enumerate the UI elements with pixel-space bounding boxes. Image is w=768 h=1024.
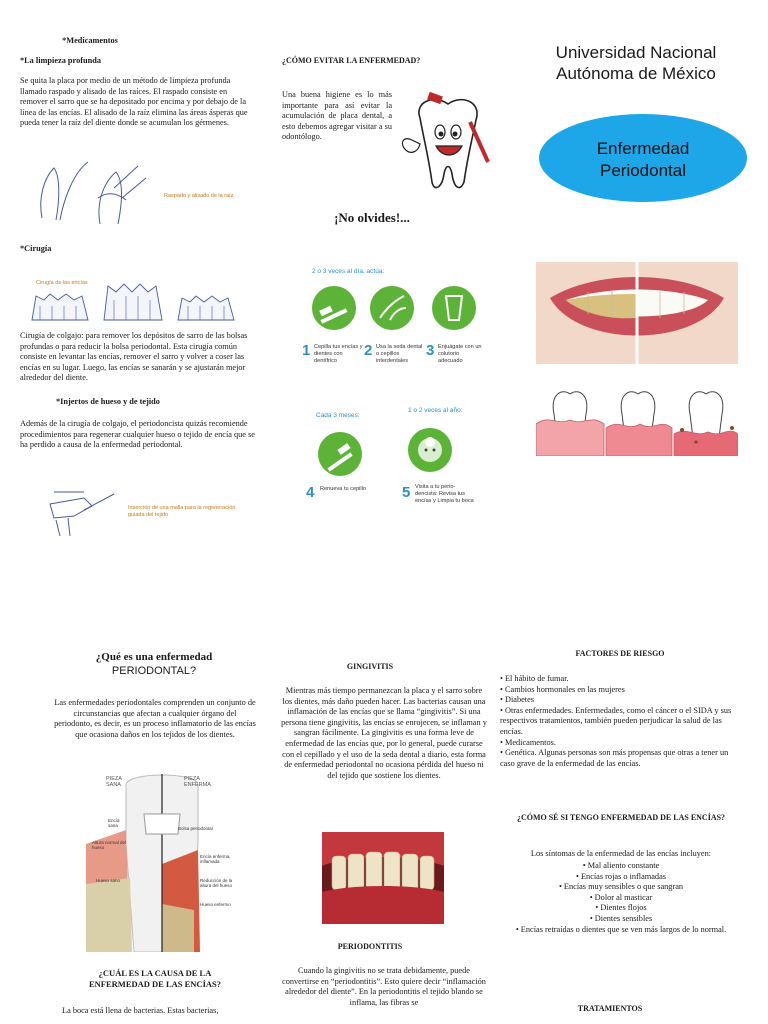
list-item: • Genética. Algunas personas son más propensas que otras a tener un caso grave de la enfermedad de las encías. (500, 748, 729, 768)
cover-title: Enfermedad Periodontal (596, 139, 690, 180)
yearly-label: 1 o 2 veces al año: (408, 407, 463, 414)
que-es-heading-line1: ¿Qué es una enfermedad (95, 651, 213, 663)
gingivitis-title: GINGIVITIS (346, 662, 394, 671)
gingivitis-photo (322, 832, 444, 924)
smile-photo (536, 262, 738, 364)
tratamientos-title: TRATAMIENTOS (577, 1004, 643, 1013)
step-4-number: 4 (306, 484, 315, 501)
label-encia-enferma: Encía enferma, inflamada (200, 854, 231, 864)
floss-icon (370, 286, 414, 330)
step-5-text: Visita a tu perio-dencista: Revisa tus encías y Limpia tu boca (415, 484, 474, 504)
cirugia-caption: Cirugía de las encías (36, 280, 88, 286)
risk-list (500, 674, 736, 769)
malla-caption: Inserción de una malla para la regeneración guiada del tejido (128, 505, 236, 518)
step-2-text: Usa la seda dental o cepillos interdentales (376, 344, 423, 364)
list-item: • Dientes flojos (595, 903, 647, 913)
causa-title: ¿CUÁL ES LA CAUSA DE LA ENFERMEDAD DE LAS ENCÍAS? (88, 968, 221, 989)
causa-text: La boca está llena de bacterias. Estas bacterias, (62, 1006, 219, 1015)
label-bolsa-periodontal: Bolsa periodontal (178, 826, 213, 831)
hygiene-infographic (302, 262, 482, 512)
injertos-text: Además de la cirugía de colgajo, el periodoncista quizás recomiende procedimientos para regenerar cualquier hueso o tejido de encía que se ha perdido a causa de la enfermedad periodontal. (20, 419, 255, 450)
step-3-number: 3 (426, 342, 435, 359)
symptoms-list (506, 861, 736, 935)
label-altura-hueso: Altura normal del hueso (92, 840, 127, 850)
que-es-text: Las enfermedades periodontales comprenden un conjunto de circunstancias que afectan a cualquier órgano del periodonto, es decir, es un proceso inflamatorio de las encías que ocasiona daños en los tejidos de los dientes. (54, 698, 256, 739)
dentist-icon (408, 428, 452, 472)
gum-stages-illustration (536, 384, 738, 456)
list-item: • Dolor al masticar (589, 892, 653, 902)
daily-label: 2 o 3 veces al día, actúa: (312, 268, 385, 275)
no-olvides-heading: ¡No olvides!... (334, 210, 410, 225)
factores-riesgo-title: FACTORES DE RIESGO (575, 649, 665, 658)
list-item: • Medicamentos. (500, 737, 556, 747)
glass-icon (432, 286, 476, 330)
cirugia-title: *Cirugía (20, 244, 52, 253)
evitar-title: ¿CÓMO EVITAR LA ENFERMEDAD? (282, 56, 421, 65)
raspado-illustration (30, 158, 160, 238)
step-5-number: 5 (402, 484, 411, 501)
step-3-text: Enjuágate con un colutorio adecuado (438, 344, 482, 364)
periodontitis-text: Cuando la gingivitis no se trata debidamente, puede convertirse en “periodontitis”. Esto quiere decir “inflamación alrededor del diente”. En la periodontitis el tejido blando se inflama, las fibras se (282, 966, 486, 1007)
evitar-text: Una buena higiene es lo más importante para así evitar la acumulación de placa dental, a esto debemos agregar visitar a su odontólogo. (282, 90, 392, 142)
label-hueso-enfermo: Hueso enfermo (200, 902, 231, 907)
label-reduccion-hueso: Reducción de la altura del hueso (200, 878, 233, 888)
label-pieza-sana: PIEZA SANA (106, 776, 122, 788)
university-name: Universidad Nacional Autónoma de México (555, 43, 717, 83)
list-item: • Dientes sensibles (589, 913, 653, 923)
cirugia-text: Cirugía de colgajo: para remover los depósitos de sarro de las bolsas profundas o para reducir la bolsa periodontal. Esta cirugía común consiste en levantar las encías, remover el sarro y volver a coser las encías en su lugar. Luego, las encías se sanarán y se ajustarán mejor alrededor del diente. (20, 331, 248, 383)
limpieza-text: Se quita la placa por medio de un método de limpieza profunda llamado raspado y alisado de las raíces. El raspado consiste en remover el sarro que se ha depositado por encima y por debajo de la línea de las encías. El alisado de la raíz elimina las áreas ásperas que pueda tener la raíz del diente donde se acumulan los gérmenes. (20, 76, 248, 128)
list-item: • Diabetes (500, 695, 535, 705)
step-1-number: 1 (302, 342, 311, 359)
symptoms-intro: Los síntomas de la enfermedad de las encías incluyen: (530, 849, 712, 858)
limpieza-title: *La limpieza profunda (20, 56, 101, 65)
step-1-text: Cepilla tus encías y dientes con dentífrico (314, 344, 363, 364)
tooth-mascot-icon (398, 92, 498, 202)
list-item: • Encías retraídas o dientes que se ven más largos de lo normal. (515, 924, 727, 934)
como-se-title: ¿CÓMO SÉ SI TENGO ENFERMEDAD DE LAS ENCÍAS? (516, 813, 726, 822)
toothbrush-renew-icon (318, 432, 362, 476)
list-item: • Encías muy sensibles o que sangran (558, 882, 684, 892)
quarterly-label: Cada 3 meses: (316, 412, 360, 419)
tooth-diagram (86, 774, 236, 952)
step-2-number: 2 (364, 342, 373, 359)
raspado-caption: Raspado y alisado de la raíz (164, 193, 234, 199)
list-item: • Encías rojas o inflamadas (576, 871, 666, 881)
medicamentos-heading: *Medicamentos (62, 36, 118, 45)
label-hueso-sano: Hueso sano (96, 878, 121, 883)
que-es-heading (80, 650, 228, 678)
list-item: • Cambios hormonales en las mujeres (500, 684, 625, 694)
que-es-heading-line2: PERIODONTAL? (111, 665, 197, 677)
list-item: • Mal aliento constante (582, 861, 660, 870)
toothbrush-icon (312, 286, 356, 330)
cirugia-illustration (30, 276, 248, 324)
label-encia-sana: Encía sana (108, 818, 120, 828)
label-pieza-enferma: PIEZA ENFERMA (184, 776, 211, 788)
periodontitis-title: PERIODONTITIS (337, 942, 403, 951)
list-item: • Otras enfermedades. Enfermedades, como el cáncer o el SIDA y sus respectivos tratamientos, también pueden perjudicar la salud de las encías. (500, 705, 732, 736)
malla-illustration (44, 486, 120, 542)
injertos-title: *Injertos de hueso y de tejido (56, 397, 160, 406)
list-item: • El hábito de fumar. (500, 674, 569, 683)
step-4-text: Renueva tu cepillo (320, 486, 367, 492)
gingivitis-text: Mientras más tiempo permanezcan la placa y el sarro sobre los dientes, más daño pueden hacer. Las bacterias causan una inflamación de las encías que se llama “gingivitis”. Si una persona tiene gingivitis, las encías se enrojecen, se inflaman y sangran fácilmente. La gingivitis es una forma leve de enfermedad de las encías que, por lo general, puede curarse con el cepillado y el uso de la seda dental a diario, esta forma de enfermedad periodontal no ocasiona pérdida del hueso ni del tejido que sostiene los dientes. (281, 686, 487, 780)
